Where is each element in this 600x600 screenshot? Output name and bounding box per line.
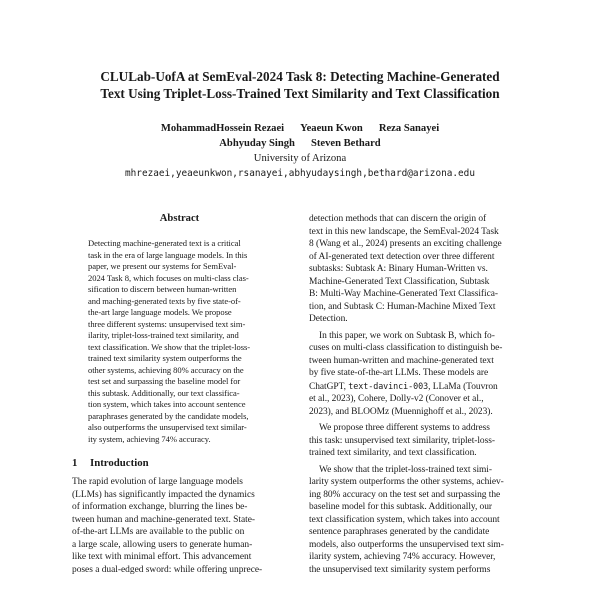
text-line: ChatGPT, text-davinci-003, LLaMa (Touvron bbox=[309, 380, 498, 392]
paragraph bbox=[309, 464, 530, 577]
text-line: detection methods that can discern the origin of bbox=[309, 214, 487, 224]
text-line: sification to discern between human-written bbox=[88, 284, 237, 294]
left-column bbox=[72, 212, 287, 576]
author-name: Yeaeun Kwon bbox=[300, 123, 363, 134]
text-line: (LLMs) has significantly impacted the dynamics bbox=[72, 489, 255, 500]
text-line: a large scale, allowing users to generate human- bbox=[72, 539, 253, 550]
text-line: of AI-generated text detection over three different bbox=[309, 251, 495, 262]
abstract-body bbox=[72, 238, 283, 445]
text-line: tion system, which takes into account sentence bbox=[88, 399, 246, 409]
model-name-code: text-davinci-003 bbox=[348, 380, 429, 391]
text-line: other systems, achieving 80% accuracy on the bbox=[88, 364, 244, 375]
text-line: In this paper, we work on Subtask B, which fo- bbox=[319, 330, 495, 341]
text-line: paraphrases generated by the candidate models, bbox=[88, 410, 249, 421]
abstract-heading: Abstract bbox=[159, 213, 200, 224]
text-line: poses a dual-edged sword: while offering unprece- bbox=[72, 564, 263, 575]
text-line: tween human and machine-generated text. State- bbox=[72, 514, 256, 525]
text-line: larity system outperforms the other systems, achiev- bbox=[309, 477, 504, 487]
text-line: by five state-of-the-art LLMs. These models are bbox=[309, 368, 489, 378]
text-line: this subtask. Additionally, our text classifica- bbox=[88, 387, 240, 398]
text-line: task in the era of large language models. In this bbox=[88, 249, 248, 260]
text-line: and maching-generated texts by five state-of- bbox=[88, 295, 241, 306]
text-line: three different systems: unsupervised text sim- bbox=[88, 318, 246, 329]
text-line: 2023), and BLOOMz (Muennighoff et al., 2023). bbox=[309, 406, 493, 417]
text-line: trained text similarity system outperforms the bbox=[88, 353, 242, 363]
text-line: models, also outperforms the unsupervised text sim- bbox=[309, 539, 504, 550]
section-title: Introduction bbox=[90, 457, 149, 469]
author-name: MohammadHossein Rezaei bbox=[160, 123, 285, 134]
text-line: subtasks: Subtask A: Binary Human-Written vs. bbox=[309, 264, 488, 274]
paper-title bbox=[40, 68, 560, 102]
text-line: The rapid evolution of large language models bbox=[72, 477, 243, 487]
text-line: test set and surpassing the baseline model for bbox=[88, 376, 241, 386]
author-row bbox=[40, 136, 560, 151]
text-line: cuses on multi-class classification to distinguish be- bbox=[309, 343, 503, 353]
introduction-body bbox=[72, 476, 287, 576]
text-line: 2024 Task 8, which focuses on multi-class clas- bbox=[88, 272, 249, 283]
text-line: Detection. bbox=[309, 314, 348, 324]
text-line: the-art large language models. We propose bbox=[88, 307, 232, 317]
author-name: Steven Bethard bbox=[310, 138, 381, 149]
text-line: Machine-Generated Text Classification, Subtask bbox=[309, 276, 490, 287]
text-line: We propose three different systems to address bbox=[319, 423, 490, 433]
text-line: sentence paraphrases generated by the candidate bbox=[309, 527, 490, 537]
text-line: ilarity system, achieving 74% accuracy. However, bbox=[309, 552, 496, 562]
section-heading-introduction bbox=[72, 456, 287, 470]
text-line: ing 80% accuracy on the test set and surpassing the bbox=[309, 489, 501, 500]
text-line: Detecting machine-generated text is a critical bbox=[88, 238, 241, 248]
text-line: ity system, achieving 74% accuracy. bbox=[88, 433, 211, 444]
paragraph bbox=[309, 330, 530, 419]
text-line: tween human-written and machine-generated text bbox=[309, 355, 494, 366]
text-line: text in this new landscape, the SemEval-2024 Task bbox=[309, 226, 499, 237]
text-line: of-the-art LLMs are available to the public on bbox=[72, 527, 245, 537]
text-line: this task: unsupervised text similarity, triplet-loss- bbox=[309, 435, 495, 446]
text-line: baseline model for this subtask. Additionally, our bbox=[309, 502, 492, 512]
text-line: text classification system, which takes into account bbox=[309, 514, 500, 525]
text-line: paper, we present our systems for SemEval- bbox=[88, 261, 237, 271]
title-line: Text Using Triplet-Loss-Trained Text Similarity and Text Classification bbox=[100, 86, 500, 101]
text-line: trained text similarity, and text classification. bbox=[309, 448, 477, 458]
text-line: ilarity, triplet-loss-trained text similarity, and bbox=[88, 330, 239, 340]
title-line: CLULab-UofA at SemEval-2024 Task 8: Detecting Machine-Generated bbox=[100, 69, 500, 84]
paragraph bbox=[309, 213, 530, 326]
author-name: Abhyuday Singh bbox=[219, 138, 295, 149]
text-line: the unsupervised text similarity system performs bbox=[309, 564, 491, 575]
text-line: et al., 2023), Cohere, Dolly-v2 (Conover et al., bbox=[309, 394, 484, 404]
author-name: Reza Sanayei bbox=[378, 123, 440, 134]
text-line: We show that the triplet-loss-trained text simi- bbox=[319, 464, 492, 475]
author-block bbox=[40, 121, 560, 181]
text-line: tion, and Subtask C: Human-Machine Mixed Text bbox=[309, 301, 496, 312]
author-emails: mhrezaei,yeaeunkwon,rsanayei,abhyudaysingh,bethard@arizona.edu bbox=[125, 168, 475, 179]
author-row bbox=[40, 121, 560, 136]
text-line: B: Multi-Way Machine-Generated Text Classifica- bbox=[309, 289, 498, 299]
text-line: also outperforms the unsupervised text similar- bbox=[88, 422, 247, 432]
text-line: text classification. We show that the triplet-loss- bbox=[88, 341, 251, 352]
text-line: like text with minimal effort. This advancement bbox=[72, 552, 252, 562]
right-column bbox=[309, 213, 530, 576]
section-number: 1 bbox=[72, 457, 78, 469]
text-line: of information exchange, blurring the lines be- bbox=[72, 502, 248, 512]
affiliation: University of Arizona bbox=[253, 153, 347, 164]
paragraph bbox=[309, 422, 530, 460]
text-line: 8 (Wang et al., 2024) presents an exciting challenge bbox=[309, 239, 502, 249]
